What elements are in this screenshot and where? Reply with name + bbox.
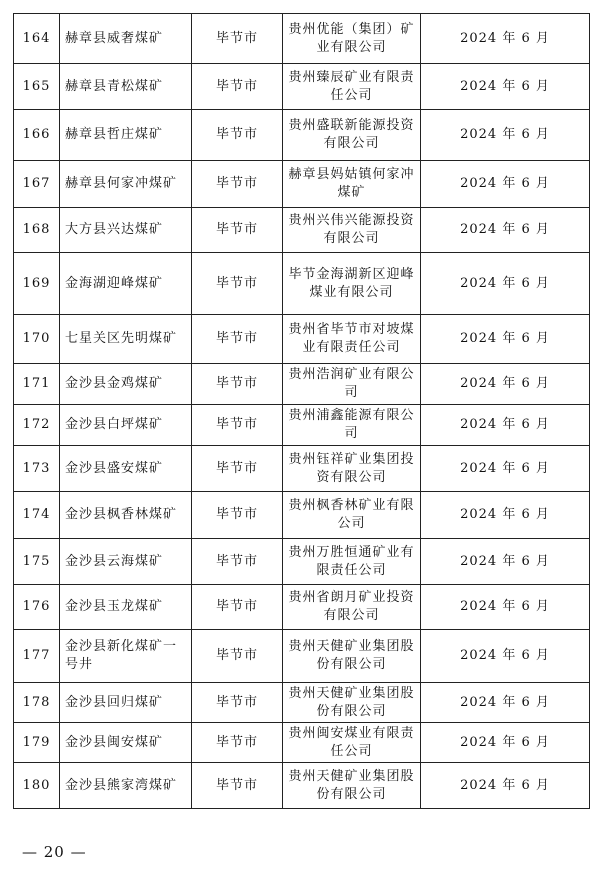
city-name: 毕节市 xyxy=(192,208,283,253)
mine-name: 金沙县回归煤矿 xyxy=(60,683,192,723)
page-number: — 20 — xyxy=(22,843,87,861)
mine-name: 金沙县新化煤矿一号井 xyxy=(60,630,192,683)
row-number: 178 xyxy=(14,683,60,723)
owner-company: 贵州浦鑫能源有限公司 xyxy=(283,405,421,446)
mine-name: 赫章县威奢煤矿 xyxy=(60,14,192,64)
owner-company: 贵州钰祥矿业集团投资有限公司 xyxy=(283,446,421,492)
approval-date: 2024 年 6 月 xyxy=(421,161,590,208)
table-row xyxy=(14,315,590,364)
table-row xyxy=(14,364,590,405)
table-row xyxy=(14,630,590,683)
table-row xyxy=(14,539,590,585)
table-row xyxy=(14,405,590,446)
approval-date: 2024 年 6 月 xyxy=(421,539,590,585)
table-row xyxy=(14,253,590,315)
city-name: 毕节市 xyxy=(192,405,283,446)
city-name: 毕节市 xyxy=(192,161,283,208)
approval-date: 2024 年 6 月 xyxy=(421,763,590,809)
owner-company: 贵州优能（集团）矿业有限公司 xyxy=(283,14,421,64)
owner-company: 贵州天健矿业集团股份有限公司 xyxy=(283,683,421,723)
owner-company: 赫章县妈姑镇何家冲煤矿 xyxy=(283,161,421,208)
city-name: 毕节市 xyxy=(192,446,283,492)
table-body xyxy=(14,14,590,809)
row-number: 180 xyxy=(14,763,60,809)
mine-name: 赫章县青松煤矿 xyxy=(60,64,192,110)
city-name: 毕节市 xyxy=(192,683,283,723)
city-name: 毕节市 xyxy=(192,364,283,405)
city-name: 毕节市 xyxy=(192,585,283,630)
approval-date: 2024 年 6 月 xyxy=(421,492,590,539)
mine-name: 七星关区先明煤矿 xyxy=(60,315,192,364)
table-row xyxy=(14,723,590,763)
table-row xyxy=(14,585,590,630)
approval-date: 2024 年 6 月 xyxy=(421,110,590,161)
owner-company: 贵州臻辰矿业有限责任公司 xyxy=(283,64,421,110)
owner-company: 贵州浩润矿业有限公司 xyxy=(283,364,421,405)
mine-name: 赫章县哲庄煤矿 xyxy=(60,110,192,161)
owner-company: 贵州盛联新能源投资有限公司 xyxy=(283,110,421,161)
row-number: 166 xyxy=(14,110,60,161)
row-number: 169 xyxy=(14,253,60,315)
row-number: 172 xyxy=(14,405,60,446)
table-row xyxy=(14,208,590,253)
row-number: 175 xyxy=(14,539,60,585)
mine-name: 金沙县金鸡煤矿 xyxy=(60,364,192,405)
owner-company: 贵州省朗月矿业投资有限公司 xyxy=(283,585,421,630)
table-row xyxy=(14,492,590,539)
row-number: 171 xyxy=(14,364,60,405)
table-row xyxy=(14,110,590,161)
mine-name: 金沙县云海煤矿 xyxy=(60,539,192,585)
approval-date: 2024 年 6 月 xyxy=(421,315,590,364)
owner-company: 贵州枫香林矿业有限公司 xyxy=(283,492,421,539)
owner-company: 贵州天健矿业集团股份有限公司 xyxy=(283,630,421,683)
row-number: 165 xyxy=(14,64,60,110)
city-name: 毕节市 xyxy=(192,539,283,585)
mine-name: 金沙县枫香林煤矿 xyxy=(60,492,192,539)
owner-company: 贵州天健矿业集团股份有限公司 xyxy=(283,763,421,809)
approval-date: 2024 年 6 月 xyxy=(421,723,590,763)
row-number: 164 xyxy=(14,14,60,64)
city-name: 毕节市 xyxy=(192,763,283,809)
mine-name: 赫章县何家冲煤矿 xyxy=(60,161,192,208)
row-number: 170 xyxy=(14,315,60,364)
approval-date: 2024 年 6 月 xyxy=(421,253,590,315)
mine-name: 大方县兴达煤矿 xyxy=(60,208,192,253)
table-row xyxy=(14,763,590,809)
approval-date: 2024 年 6 月 xyxy=(421,364,590,405)
city-name: 毕节市 xyxy=(192,723,283,763)
city-name: 毕节市 xyxy=(192,630,283,683)
table-row xyxy=(14,161,590,208)
city-name: 毕节市 xyxy=(192,64,283,110)
owner-company: 贵州省毕节市对坡煤业有限责任公司 xyxy=(283,315,421,364)
row-number: 173 xyxy=(14,446,60,492)
mine-name: 金沙县玉龙煤矿 xyxy=(60,585,192,630)
owner-company: 贵州兴伟兴能源投资有限公司 xyxy=(283,208,421,253)
row-number: 168 xyxy=(14,208,60,253)
city-name: 毕节市 xyxy=(192,492,283,539)
mine-name: 金沙县盛安煤矿 xyxy=(60,446,192,492)
table-row xyxy=(14,446,590,492)
table-row xyxy=(14,683,590,723)
row-number: 177 xyxy=(14,630,60,683)
city-name: 毕节市 xyxy=(192,315,283,364)
city-name: 毕节市 xyxy=(192,14,283,64)
approval-date: 2024 年 6 月 xyxy=(421,64,590,110)
mine-name: 金沙县白坪煤矿 xyxy=(60,405,192,446)
owner-company: 贵州万胜恒通矿业有限责任公司 xyxy=(283,539,421,585)
row-number: 176 xyxy=(14,585,60,630)
row-number: 179 xyxy=(14,723,60,763)
approval-date: 2024 年 6 月 xyxy=(421,405,590,446)
mine-name: 金海湖迎峰煤矿 xyxy=(60,253,192,315)
table-row xyxy=(14,64,590,110)
owner-company: 贵州闽安煤业有限责任公司 xyxy=(283,723,421,763)
approval-date: 2024 年 6 月 xyxy=(421,585,590,630)
approval-date: 2024 年 6 月 xyxy=(421,446,590,492)
approval-date: 2024 年 6 月 xyxy=(421,208,590,253)
mine-name: 金沙县熊家湾煤矿 xyxy=(60,763,192,809)
city-name: 毕节市 xyxy=(192,253,283,315)
approval-date: 2024 年 6 月 xyxy=(421,630,590,683)
row-number: 167 xyxy=(14,161,60,208)
table-row xyxy=(14,14,590,64)
city-name: 毕节市 xyxy=(192,110,283,161)
mine-name: 金沙县闽安煤矿 xyxy=(60,723,192,763)
coal-mine-table xyxy=(13,13,590,809)
approval-date: 2024 年 6 月 xyxy=(421,683,590,723)
owner-company: 毕节金海湖新区迎峰煤业有限公司 xyxy=(283,253,421,315)
row-number: 174 xyxy=(14,492,60,539)
approval-date: 2024 年 6 月 xyxy=(421,14,590,64)
